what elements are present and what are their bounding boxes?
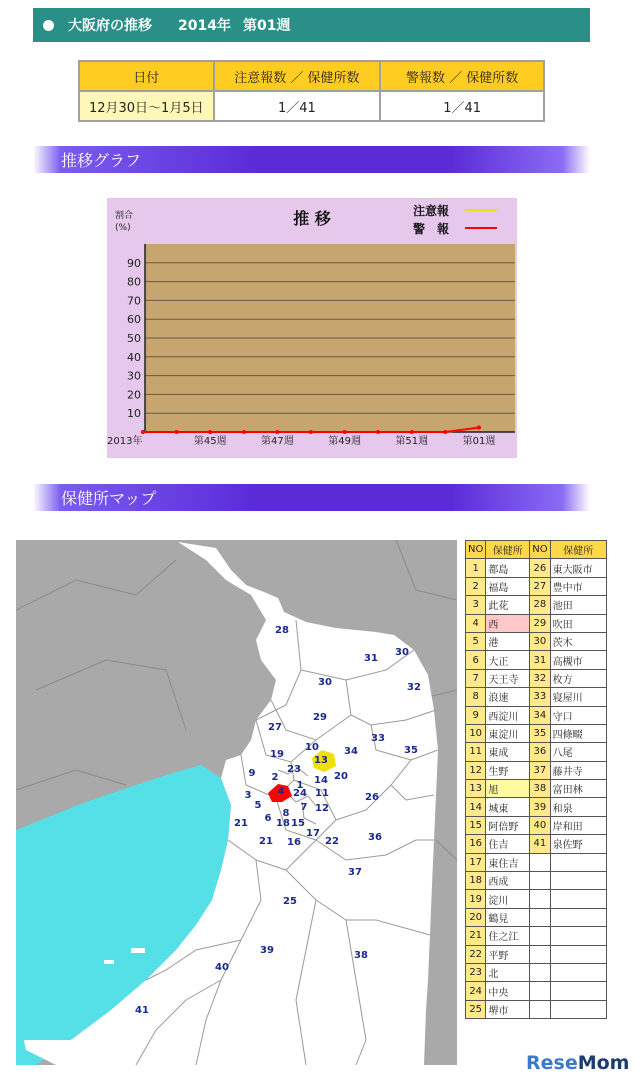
district-label: 8 bbox=[282, 808, 290, 819]
district-label: 31 bbox=[364, 653, 378, 664]
legend-number: 16 bbox=[466, 835, 486, 853]
island bbox=[104, 960, 114, 964]
series-point bbox=[343, 430, 347, 434]
legend-row bbox=[466, 963, 607, 981]
district-label: 29 bbox=[313, 712, 327, 723]
legend-name bbox=[550, 927, 606, 945]
legend-number: 39 bbox=[530, 798, 550, 816]
legend-name: 池田 bbox=[550, 596, 606, 614]
legend-number: 35 bbox=[530, 724, 550, 742]
legend-name: 岸和田 bbox=[550, 816, 606, 834]
district-label: 25 bbox=[283, 896, 297, 907]
series-point bbox=[175, 430, 179, 434]
legend-row bbox=[466, 596, 607, 614]
y-axis-label: (%) bbox=[115, 223, 131, 233]
legend-name: 東住吉 bbox=[486, 853, 530, 871]
legend-name bbox=[550, 853, 606, 871]
district-label: 30 bbox=[318, 677, 332, 688]
legend-name: 此花 bbox=[486, 596, 530, 614]
series-point bbox=[376, 430, 380, 434]
series-point bbox=[309, 430, 313, 434]
legend-name: 住之江 bbox=[486, 927, 530, 945]
legend-name: 西成 bbox=[486, 872, 530, 890]
legend-number: 11 bbox=[466, 743, 486, 761]
x-tick-label: 第45週 bbox=[193, 436, 227, 447]
district-label: 36 bbox=[368, 832, 382, 843]
district-label: 9 bbox=[248, 768, 256, 779]
legend-row bbox=[466, 724, 607, 742]
x-tick-label: 第01週 bbox=[462, 436, 496, 447]
legend-number: 6 bbox=[466, 651, 486, 669]
legend-name: 西 bbox=[486, 614, 530, 632]
district-label: 21 bbox=[234, 818, 248, 829]
y-tick-label: 40 bbox=[127, 350, 141, 364]
legend-row bbox=[466, 761, 607, 779]
resemom-logo bbox=[526, 1052, 629, 1074]
legend-name: 寝屋川 bbox=[550, 688, 606, 706]
legend-number: 7 bbox=[466, 669, 486, 687]
legend-header-name-1: 保健所 bbox=[486, 541, 530, 559]
legend-name: 中央 bbox=[486, 982, 530, 1000]
legend-name: 泉佐野 bbox=[550, 835, 606, 853]
legend-row bbox=[466, 688, 607, 706]
district-label: 34 bbox=[344, 746, 358, 757]
legend-name: 東淀川 bbox=[486, 724, 530, 742]
series-point bbox=[141, 430, 145, 434]
district-label: 3 bbox=[244, 790, 252, 801]
legend-name bbox=[550, 945, 606, 963]
district-label: 16 bbox=[287, 837, 301, 848]
trend-chart bbox=[107, 198, 517, 458]
district-label: 23 bbox=[287, 764, 301, 775]
district-label: 11 bbox=[315, 788, 329, 799]
district-label: 39 bbox=[260, 945, 274, 956]
y-tick-label: 50 bbox=[127, 332, 141, 345]
district-label: 17 bbox=[306, 828, 320, 839]
legend-name: 福島 bbox=[486, 577, 530, 595]
legend-name: 都島 bbox=[486, 559, 530, 577]
legend-name: 北 bbox=[486, 963, 530, 981]
legend-row bbox=[466, 614, 607, 632]
health-center-map-svg bbox=[16, 540, 457, 1065]
series-point bbox=[275, 430, 279, 434]
y-axis-label: 割合 bbox=[115, 211, 134, 221]
series-point bbox=[242, 430, 246, 434]
legend-number: 5 bbox=[466, 632, 486, 650]
legend-number: 2 bbox=[466, 577, 486, 595]
legend-number: 34 bbox=[530, 706, 550, 724]
health-center-legend bbox=[465, 540, 607, 1019]
legend-row bbox=[466, 816, 607, 834]
legend-number: 29 bbox=[530, 614, 550, 632]
legend-name: 生野 bbox=[486, 761, 530, 779]
district-label: 12 bbox=[315, 803, 329, 814]
legend-number bbox=[530, 927, 550, 945]
legend-row bbox=[466, 945, 607, 963]
summary-table bbox=[78, 60, 545, 122]
legend-name: 茨木 bbox=[550, 632, 606, 650]
legend-name: 鶴見 bbox=[486, 908, 530, 926]
legend-name: 枚方 bbox=[550, 669, 606, 687]
series-point bbox=[208, 430, 212, 434]
summary-value-row bbox=[79, 91, 544, 121]
district-label: 35 bbox=[404, 745, 418, 756]
district-label: 7 bbox=[300, 802, 308, 813]
legend-row bbox=[466, 743, 607, 761]
legend-name: 四條畷 bbox=[550, 724, 606, 742]
legend-number bbox=[530, 982, 550, 1000]
legend-number: 40 bbox=[530, 816, 550, 834]
legend-row bbox=[466, 780, 607, 798]
bullet-icon bbox=[43, 20, 54, 31]
legend-name: 東大阪市 bbox=[550, 559, 606, 577]
district-label: 38 bbox=[354, 950, 368, 961]
district-label: 24 bbox=[293, 788, 307, 799]
trend-chart-svg bbox=[107, 198, 517, 458]
district-label: 19 bbox=[270, 749, 284, 760]
legend-name bbox=[550, 1000, 606, 1018]
legend-name bbox=[550, 908, 606, 926]
legend-number: 32 bbox=[530, 669, 550, 687]
legend-number: 9 bbox=[466, 706, 486, 724]
section-map-header bbox=[33, 484, 590, 511]
section-graph-title: 推移グラフ bbox=[61, 151, 142, 170]
legend-row bbox=[466, 706, 607, 724]
district-label: 4 bbox=[277, 786, 285, 797]
district-label: 1 bbox=[296, 780, 304, 791]
legend-number: 8 bbox=[466, 688, 486, 706]
district-label: 21 bbox=[259, 836, 273, 847]
legend-number: 14 bbox=[466, 798, 486, 816]
y-tick-label: 30 bbox=[127, 369, 141, 383]
legend-number: 37 bbox=[530, 761, 550, 779]
summary-caution-count: 1／41 bbox=[214, 91, 381, 121]
health-center-map bbox=[16, 540, 457, 1065]
page-title-region: 大阪府の推移 bbox=[68, 18, 152, 34]
legend-row bbox=[466, 1000, 607, 1018]
page-title-week: 第01週 bbox=[242, 18, 291, 34]
legend-name: 八尾 bbox=[550, 743, 606, 761]
district-label: 33 bbox=[371, 733, 385, 744]
resemom-logo-part1: Rese bbox=[526, 1052, 578, 1074]
legend-number bbox=[530, 872, 550, 890]
legend-number: 30 bbox=[530, 632, 550, 650]
legend-name bbox=[550, 982, 606, 1000]
resemom-logo-part2: Mom bbox=[577, 1052, 630, 1074]
legend-number: 31 bbox=[530, 651, 550, 669]
district-label: 10 bbox=[305, 742, 319, 753]
district-label: 30 bbox=[395, 647, 409, 658]
series-point bbox=[443, 430, 447, 434]
x-start-label: 2013年 bbox=[107, 436, 143, 447]
legend-name: 守口 bbox=[550, 706, 606, 724]
island bbox=[131, 948, 145, 953]
x-tick-label: 第47週 bbox=[261, 436, 294, 447]
legend-number: 24 bbox=[466, 982, 486, 1000]
summary-header-caution: 注意報数 ／ 保健所数 bbox=[214, 61, 381, 91]
legend-number bbox=[530, 890, 550, 908]
legend-number: 20 bbox=[466, 908, 486, 926]
district-label: 15 bbox=[291, 818, 305, 829]
legend-name: 平野 bbox=[486, 945, 530, 963]
legend-row bbox=[466, 927, 607, 945]
legend-row bbox=[466, 835, 607, 853]
x-tick-label: 第51週 bbox=[395, 436, 429, 447]
district-label: 22 bbox=[325, 836, 339, 847]
summary-date: 12月30日～1月5日 bbox=[79, 91, 214, 121]
legend-row bbox=[466, 908, 607, 926]
legend-name: 浪速 bbox=[486, 688, 530, 706]
y-tick-label: 20 bbox=[127, 388, 141, 402]
legend-number: 13 bbox=[466, 780, 486, 798]
y-tick-label: 90 bbox=[127, 256, 141, 270]
legend-number: 33 bbox=[530, 688, 550, 706]
legend-name: 藤井寺 bbox=[550, 761, 606, 779]
district-label: 13 bbox=[314, 755, 328, 766]
legend-name: 淀川 bbox=[486, 890, 530, 908]
legend-header-no-2: NO bbox=[530, 541, 550, 559]
district-label: 6 bbox=[264, 813, 272, 824]
legend-number: 4 bbox=[466, 614, 486, 632]
y-tick-label: 10 bbox=[127, 407, 141, 421]
legend-number: 25 bbox=[466, 1000, 486, 1018]
legend-number: 3 bbox=[466, 596, 486, 614]
district-label: 14 bbox=[314, 775, 328, 786]
summary-header-alert: 警報数 ／ 保健所数 bbox=[380, 61, 544, 91]
legend-name: 東成 bbox=[486, 743, 530, 761]
legend-row bbox=[466, 982, 607, 1000]
district-label: 41 bbox=[135, 1005, 149, 1016]
series-point bbox=[410, 430, 414, 434]
legend-row bbox=[466, 632, 607, 650]
legend-name: 港 bbox=[486, 632, 530, 650]
legend-number: 26 bbox=[530, 559, 550, 577]
legend-name: 堺市 bbox=[486, 1000, 530, 1018]
legend-number bbox=[530, 853, 550, 871]
summary-alert-count: 1／41 bbox=[380, 91, 544, 121]
legend-number bbox=[530, 945, 550, 963]
section-graph-header bbox=[33, 146, 590, 173]
legend-name: 高槻市 bbox=[550, 651, 606, 669]
legend-number: 38 bbox=[530, 780, 550, 798]
district-label: 18 bbox=[276, 818, 290, 829]
legend-number: 27 bbox=[530, 577, 550, 595]
legend-number bbox=[530, 908, 550, 926]
district-label: 28 bbox=[275, 625, 289, 636]
legend-name: 大正 bbox=[486, 651, 530, 669]
legend-number: 12 bbox=[466, 761, 486, 779]
legend-number bbox=[530, 963, 550, 981]
y-tick-label: 80 bbox=[127, 275, 141, 289]
legend-number: 15 bbox=[466, 816, 486, 834]
legend-number: 17 bbox=[466, 853, 486, 871]
legend-number: 10 bbox=[466, 724, 486, 742]
legend-name bbox=[550, 872, 606, 890]
page-title-year: 2014年 bbox=[178, 18, 231, 34]
y-tick-label: 60 bbox=[127, 313, 141, 327]
legend-row bbox=[466, 651, 607, 669]
legend-number: 18 bbox=[466, 872, 486, 890]
x-tick-label: 第49週 bbox=[328, 436, 361, 447]
legend-name: 吹田 bbox=[550, 614, 606, 632]
district-label: 26 bbox=[365, 792, 379, 803]
series-point bbox=[477, 425, 481, 429]
legend-row bbox=[466, 669, 607, 687]
legend-row bbox=[466, 559, 607, 577]
legend-name: 天王寺 bbox=[486, 669, 530, 687]
chart-title: 推 移 bbox=[293, 209, 331, 228]
legend-header-name-2: 保健所 bbox=[550, 541, 606, 559]
legend-header-no-1: NO bbox=[466, 541, 486, 559]
legend-number: 41 bbox=[530, 835, 550, 853]
legend-number: 22 bbox=[466, 945, 486, 963]
legend-header-row bbox=[466, 541, 607, 559]
legend-row bbox=[466, 853, 607, 871]
district-label: 27 bbox=[268, 722, 282, 733]
section-map-title: 保健所マップ bbox=[61, 489, 157, 508]
legend-number: 23 bbox=[466, 963, 486, 981]
legend-number: 36 bbox=[530, 743, 550, 761]
legend-number: 21 bbox=[466, 927, 486, 945]
legend-name: 豊中市 bbox=[550, 577, 606, 595]
legend-name bbox=[550, 890, 606, 908]
legend-name: 富田林 bbox=[550, 780, 606, 798]
legend-number bbox=[530, 1000, 550, 1018]
summary-header-row bbox=[79, 61, 544, 91]
legend-name: 和泉 bbox=[550, 798, 606, 816]
y-tick-label: 70 bbox=[127, 294, 141, 308]
legend-number: 19 bbox=[466, 890, 486, 908]
legend-name: 阿倍野 bbox=[486, 816, 530, 834]
district-label: 37 bbox=[348, 867, 362, 878]
district-label: 5 bbox=[254, 800, 262, 811]
district-label: 20 bbox=[334, 771, 348, 782]
district-label: 32 bbox=[407, 682, 421, 693]
summary-header-date: 日付 bbox=[79, 61, 214, 91]
legend-row bbox=[466, 872, 607, 890]
district-label: 40 bbox=[215, 962, 229, 973]
page-title-bar bbox=[33, 8, 590, 42]
legend-name: 城東 bbox=[486, 798, 530, 816]
legend-row bbox=[466, 577, 607, 595]
legend-name: 西淀川 bbox=[486, 706, 530, 724]
legend-name bbox=[550, 963, 606, 981]
chart-legend-label: 注意報 bbox=[413, 204, 450, 218]
legend-name: 旭 bbox=[486, 780, 530, 798]
legend-number: 1 bbox=[466, 559, 486, 577]
legend-number: 28 bbox=[530, 596, 550, 614]
legend-name: 住吉 bbox=[486, 835, 530, 853]
chart-legend-label: 警 報 bbox=[413, 222, 450, 236]
legend-row bbox=[466, 890, 607, 908]
legend-row bbox=[466, 798, 607, 816]
district-label: 2 bbox=[271, 772, 279, 783]
